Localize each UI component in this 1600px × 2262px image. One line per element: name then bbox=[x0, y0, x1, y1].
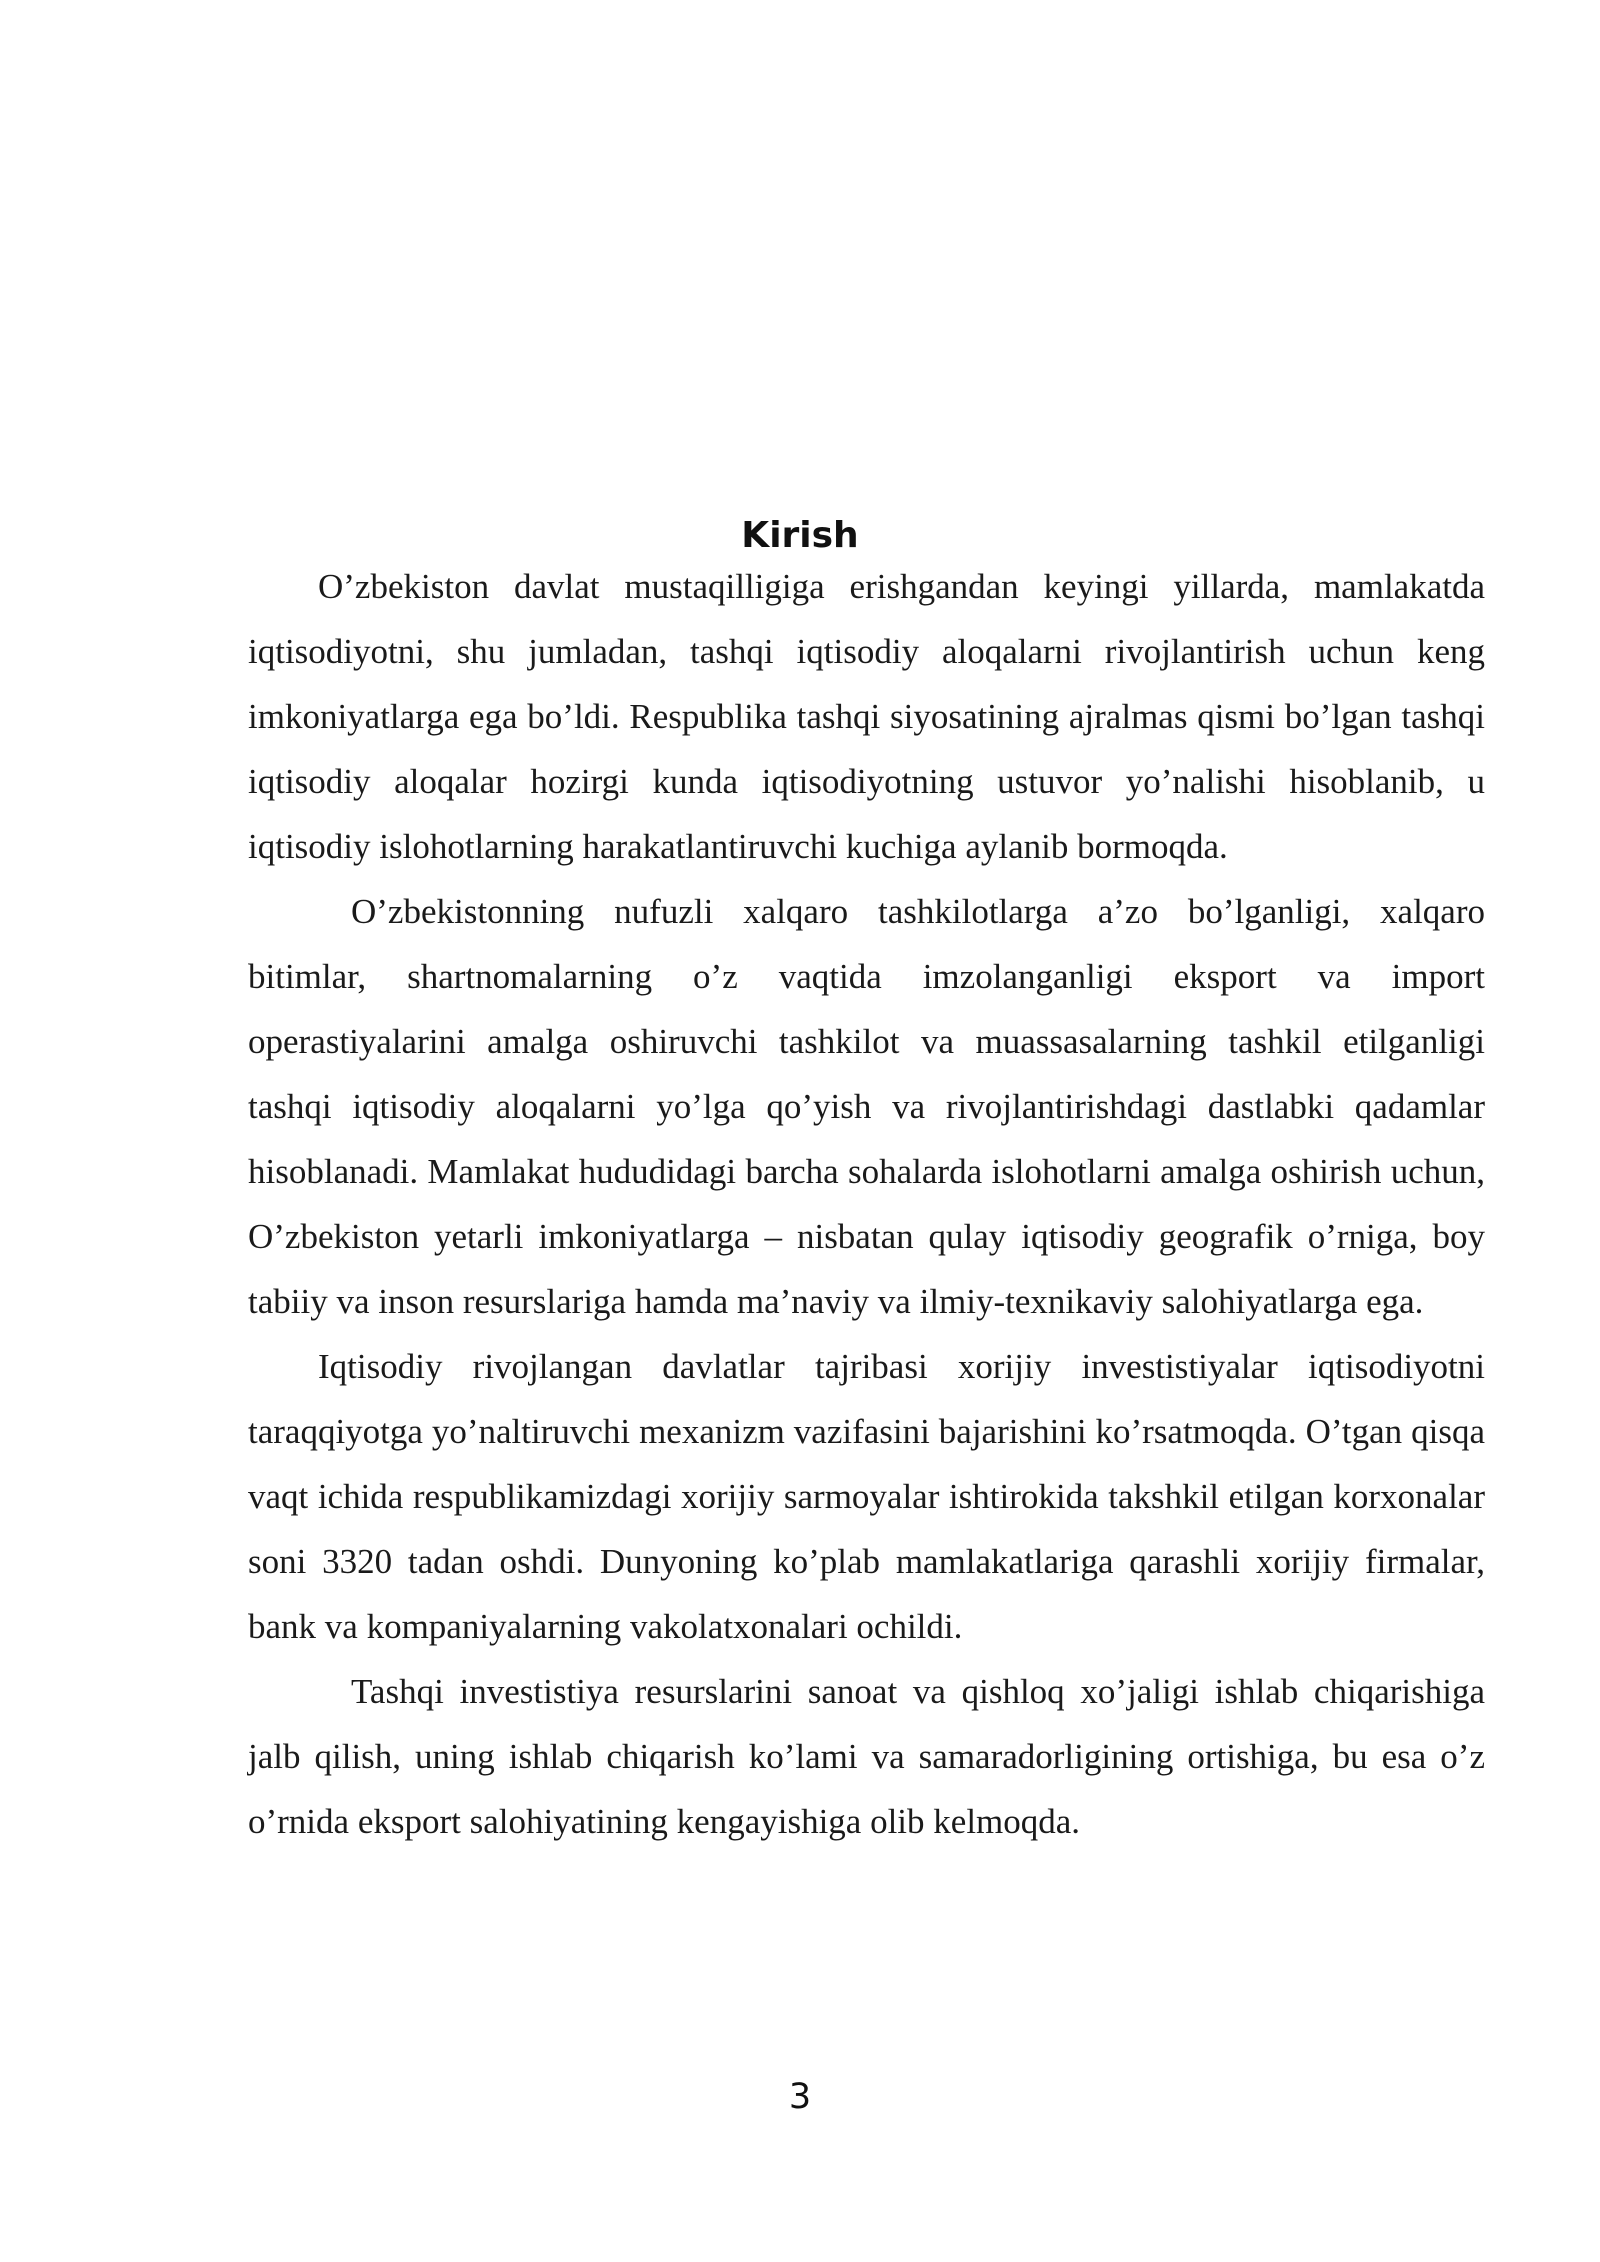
page-heading: Kirish bbox=[741, 515, 859, 556]
paragraph-1: O’zbekiston davlat mustaqilligiga erishgandan keyingi yillarda, mamlakatda iqtisodiyotni, shu jumladan, tashqi iqtisodiy aloqalarni rivojlantirish uchun keng imkoniyatlarga ega bo’ldi. Respublika tashqi siyosatining ajralmas qismi bo’lgan tashqi iqtisodiy aloqalar hozirgi kunda iqtisodiyotning ustuvor yo’nalishi hisoblanib, u iqtisodiy islohotlarning harakatlantiruvchi kuchiga aylanib bormoqda. bbox=[248, 567, 1485, 866]
paragraph-2: O’zbekistonning nufuzli xalqaro tashkilotlarga a’zo bo’lganligi, xalqaro bitimlar, shartnomalarning o’z vaqtida imzolanganligi eksport va import operastiyalarini amalga oshiruvchi tashkilot va muassasalarning tashkil etilganligi tashqi iqtisodiy aloqalarni yo’lga qo’yish va rivojlantirishdagi dastlabki qadamlar hisoblanadi. Mamlakat hududidagi barcha sohalarda islohotlarni amalga oshirish uchun, O’zbekiston yetarli imkoniyatlarga – nisbatan qulay iqtisodiy geografik o’rniga, boy tabiiy va inson resurslariga hamda ma’naviy va ilmiy-texnikaviy salohiyatlarga ega. bbox=[248, 892, 1485, 1321]
document-body bbox=[248, 554, 1485, 1854]
paragraph-3: Iqtisodiy rivojlangan davlatlar tajribasi xorijiy investistiyalar iqtisodiyotni taraqqiyotga yo’naltiruvchi mexanizm vazifasini bajarishini ko’rsatmoqda. O’tgan qisqa vaqt ichida respublikamizdagi xorijiy sarmoyalar ishtirokida takshkil etilgan korxonalar soni 3320 tadan oshdi. Dunyoning ko’plab mamlakatlariga qarashli xorijiy firmalar, bank va kompaniyalarning vakolatxonalari ochildi. bbox=[248, 1347, 1485, 1646]
paragraph-4: Tashqi investistiya resurslarini sanoat va qishloq xo’jaligi ishlab chiqarishiga jalb qilish, uning ishlab chiqarish ko’lami va samaradorligining ortishiga, bu esa o’z o’rnida eksport salohiyatining kengayishiga olib kelmoqda. bbox=[248, 1672, 1485, 1841]
page-number: 3 bbox=[788, 2077, 812, 2117]
